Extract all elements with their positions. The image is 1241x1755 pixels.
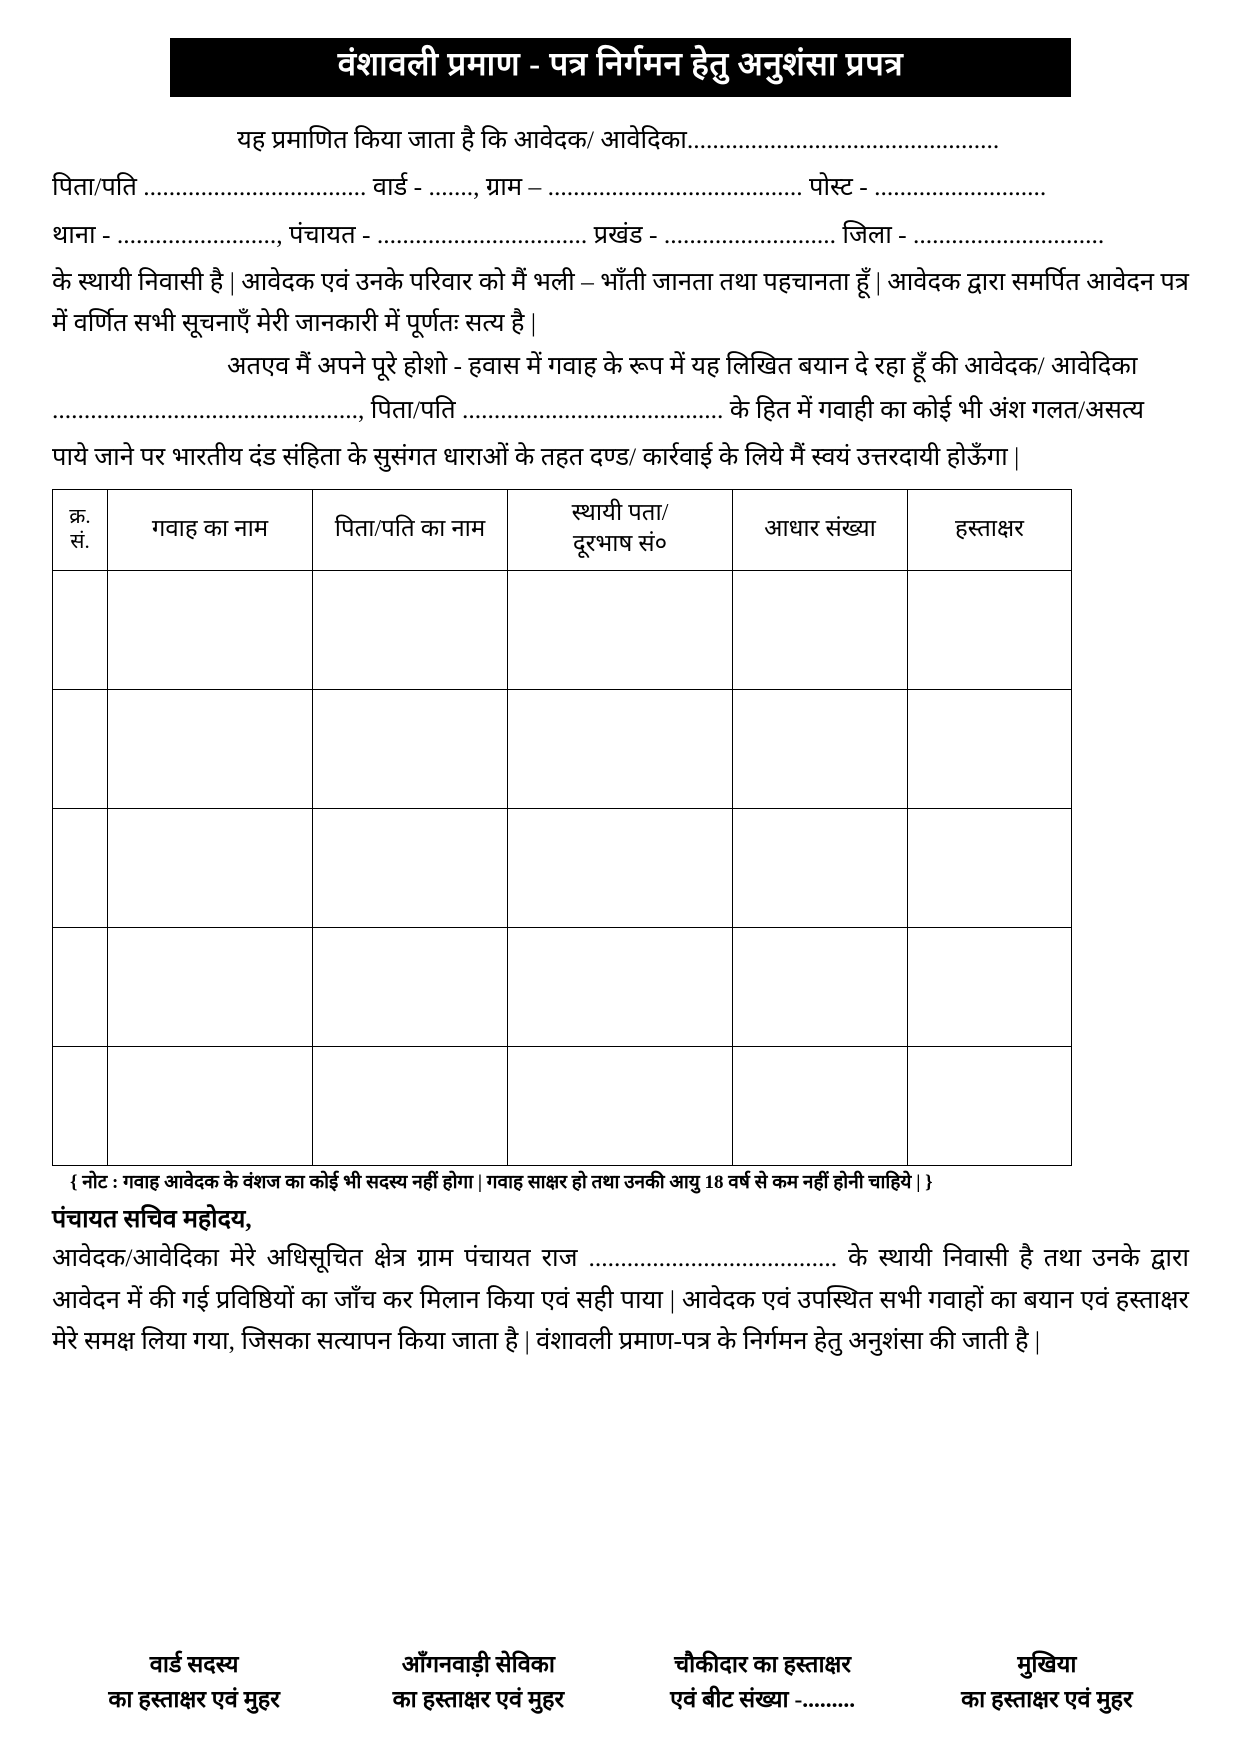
table-row bbox=[53, 689, 1072, 808]
cell-witness-name[interactable] bbox=[108, 570, 313, 689]
cell-aadhaar[interactable] bbox=[733, 808, 908, 927]
signature-footer bbox=[52, 1648, 1189, 1719]
column-header-aadhaar: आधार संख्या bbox=[733, 490, 908, 570]
cell-serial[interactable] bbox=[53, 570, 108, 689]
cell-signature[interactable] bbox=[908, 570, 1072, 689]
signature-chowkidar-title: चौकीदार का हस्ताक्षर bbox=[674, 1651, 852, 1678]
column-header-father-name: पिता/पति का नाम bbox=[313, 490, 508, 570]
cell-witness-name[interactable] bbox=[108, 927, 313, 1046]
cell-aadhaar[interactable] bbox=[733, 1046, 908, 1165]
signature-mukhiya-title: मुखिया bbox=[1017, 1651, 1077, 1678]
column-header-address-line2: दूरभाष सं० bbox=[572, 531, 668, 558]
signature-chowkidar-subtitle: एवं बीट संख्या -......... bbox=[670, 1687, 856, 1714]
cell-signature[interactable] bbox=[908, 808, 1072, 927]
declaration-line-4: के स्थायी निवासी है | आवेदक एवं उनके परिवार को मैं भली – भाँती जानता तथा पहचानता हूँ | आवेदक द्वारा समर्पित आवेदन पत्र में वर्णित सभी सूचनाएँ मेरी जानकारी में पूर्णतः सत्य है | bbox=[52, 266, 1189, 338]
secretary-paragraph bbox=[52, 1237, 1189, 1361]
table-row bbox=[53, 808, 1072, 927]
cell-witness-name[interactable] bbox=[108, 808, 313, 927]
declaration-line-6: ................................................, पिता/पति ......................................... के हित में गवाही का कोई भी अंश गलत/असत्य bbox=[52, 394, 1145, 424]
column-header-signature: हस्ताक्षर bbox=[908, 490, 1072, 570]
signature-mukhiya-subtitle: का हस्ताक्षर एवं मुहर bbox=[961, 1687, 1133, 1714]
cell-aadhaar[interactable] bbox=[733, 570, 908, 689]
table-row bbox=[53, 927, 1072, 1046]
signature-ward-member bbox=[52, 1648, 336, 1719]
signature-chowkidar bbox=[621, 1648, 905, 1719]
witness-table bbox=[52, 489, 1072, 1165]
column-header-witness-name: गवाह का नाम bbox=[108, 490, 313, 570]
column-header-serial-line2: सं. bbox=[70, 529, 90, 554]
cell-signature[interactable] bbox=[908, 689, 1072, 808]
cell-father-name[interactable] bbox=[313, 1046, 508, 1165]
cell-serial[interactable] bbox=[53, 689, 108, 808]
table-row bbox=[53, 1046, 1072, 1165]
column-header-address bbox=[508, 490, 733, 570]
column-header-serial bbox=[53, 490, 108, 570]
signature-ward-member-title: वार्ड सदस्य bbox=[149, 1651, 239, 1678]
cell-father-name[interactable] bbox=[313, 927, 508, 1046]
declaration-line-7: पाये जाने पर भारतीय दंड संहिता के सुसंगत धाराओं के तहत दण्ड/ कार्रवाई के लिये मैं स्वयं उत्तरदायी होऊँगा | bbox=[52, 442, 1020, 472]
witness-table-note: { नोट : गवाह आवेदक के वंशज का कोई भी सदस्य नहीं होगा | गवाह साक्षर हो तथा उनकी आयु 18 वर्ष से कम नहीं होनी चाहिये | } bbox=[70, 1171, 933, 1193]
table-body bbox=[53, 570, 1072, 1165]
cell-address[interactable] bbox=[508, 689, 733, 808]
cell-witness-name[interactable] bbox=[108, 1046, 313, 1165]
cell-serial[interactable] bbox=[53, 1046, 108, 1165]
table-row bbox=[53, 570, 1072, 689]
secretary-heading: पंचायत सचिव महोदय, bbox=[52, 1206, 252, 1234]
cell-witness-name[interactable] bbox=[108, 689, 313, 808]
page-title: वंशावली प्रमाण - पत्र निर्गमन हेतु अनुशंसा प्रपत्र bbox=[170, 38, 1071, 97]
signature-anganwadi-title: आँगनवाड़ी सेविका bbox=[401, 1651, 555, 1678]
signature-ward-member-subtitle: का हस्ताक्षर एवं मुहर bbox=[108, 1687, 280, 1714]
declaration-line-5: अतएव मैं अपने पूरे होशो - हवास में गवाह के रूप में यह लिखित बयान दे रहा हूँ की आवेदक/ आवेदिका bbox=[227, 351, 1138, 381]
signature-mukhiya bbox=[905, 1648, 1189, 1719]
table-header-row bbox=[53, 490, 1072, 570]
cell-address[interactable] bbox=[508, 570, 733, 689]
cell-father-name[interactable] bbox=[313, 808, 508, 927]
column-header-address-line1: स्थायी पता/ bbox=[571, 500, 669, 527]
cell-address[interactable] bbox=[508, 1046, 733, 1165]
cell-father-name[interactable] bbox=[313, 570, 508, 689]
cell-aadhaar[interactable] bbox=[733, 927, 908, 1046]
cell-signature[interactable] bbox=[908, 1046, 1072, 1165]
signature-anganwadi-sevika bbox=[336, 1648, 620, 1719]
declaration-line-3: थाना - ........................., पंचायत - ................................. प्रखंड - ........................... जिला - .............................. bbox=[52, 219, 1105, 249]
cell-aadhaar[interactable] bbox=[733, 689, 908, 808]
declaration-block bbox=[52, 119, 1189, 477]
cell-signature[interactable] bbox=[908, 927, 1072, 1046]
column-header-serial-line1: क्र. bbox=[69, 503, 91, 528]
cell-address[interactable] bbox=[508, 927, 733, 1046]
cell-serial[interactable] bbox=[53, 927, 108, 1046]
cell-address[interactable] bbox=[508, 808, 733, 927]
declaration-line-2: पिता/पति ................................... वार्ड - ......., ग्राम – ........................................ पोस्ट - ........................... bbox=[52, 172, 1047, 202]
secretary-paragraph-text: आवेदक/आवेदिका मेरे अधिसूचित क्षेत्र ग्राम पंचायत राज ....................................... के स्थायी निवासी है तथा उनके द्वारा आवेदन में की गई प्रविष्ठियों का जाँच कर मिलान किया एवं सही पाया | आवेदक एवं उपस्थित सभी गवाहों का बयान एवं हस्ताक्षर मेरे समक्ष लिया गया, जिसका सत्यापन किया जाता है | वंशावली प्रमाण-पत्र के निर्गमन हेतु अनुशंसा की जाती है | bbox=[52, 1243, 1189, 1356]
cell-father-name[interactable] bbox=[313, 689, 508, 808]
signature-anganwadi-subtitle: का हस्ताक्षर एवं मुहर bbox=[392, 1687, 565, 1714]
declaration-line-1: यह प्रमाणित किया जाता है कि आवेदक/ आवेदिका................................................. bbox=[237, 124, 1000, 154]
cell-serial[interactable] bbox=[53, 808, 108, 927]
